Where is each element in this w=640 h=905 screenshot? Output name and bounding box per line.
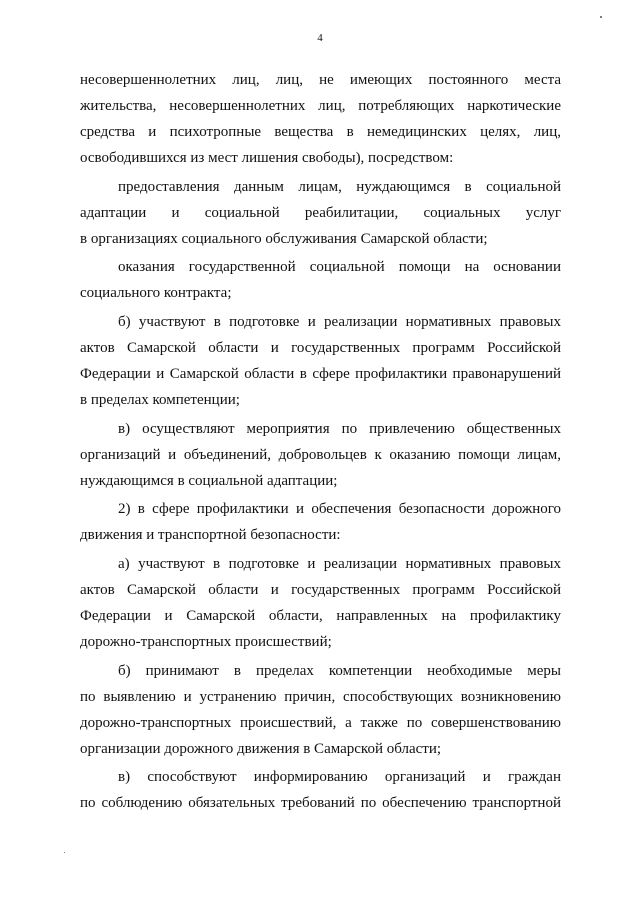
text-line: движения и транспортной безопасности: [80, 527, 341, 543]
text-line: в) способствуют информированию организаций и граждан [118, 769, 561, 785]
scan-speck [64, 852, 65, 853]
text-line: а) участвуют в подготовке и реализации нормативных правовых [118, 556, 561, 572]
text-line: актов Самарской области и государственных программ Российской [80, 340, 561, 356]
text-line: актов Самарской области и государственных программ Российской [80, 582, 561, 598]
text-line: освободившихся из мест лишения свободы), посредством: [80, 150, 454, 166]
text-line: средства и психотропные вещества в немедицинских целях, лиц, [80, 124, 561, 140]
text-line: организации дорожного движения в Самарской области; [80, 741, 442, 757]
text-line: адаптации и социальной реабилитации, социальных услуг [80, 205, 561, 221]
text-line: 2) в сфере профилактики и обеспечения безопасности дорожного [118, 501, 561, 517]
text-line: социального контракта; [80, 285, 232, 301]
text-line: нуждающимся в социальной адаптации; [80, 473, 338, 489]
text-line: дорожно-транспортных происшествий; [80, 634, 332, 650]
text-line: Федерации и Самарской области в сфере профилактики правонарушений [80, 366, 561, 382]
text-line: Федерации и Самарской области, направленных на профилактику [80, 608, 561, 624]
text-line: несовершеннолетних лиц, лиц, не имеющих постоянного места [80, 72, 561, 88]
text-line: б) принимают в пределах компетенции необходимые меры [118, 663, 561, 679]
page-number: 4 [317, 32, 323, 44]
text-line: в организациях социального обслуживания Самарской области; [80, 231, 488, 247]
text-line: жительства, несовершеннолетних лиц, потребляющих наркотические [80, 98, 561, 114]
text-line: предоставления данным лицам, нуждающимся в социальной [118, 179, 561, 195]
scan-speck [600, 16, 602, 18]
text-line: дорожно-транспортных происшествий, а также по совершенствованию [80, 715, 561, 731]
text-line: оказания государственной социальной помощи на основании [118, 259, 561, 275]
text-line: по выявлению и устранению причин, способствующих возникновению [80, 689, 561, 705]
text-line: по соблюдению обязательных требований по обеспечению транспортной [80, 795, 561, 811]
text-line: б) участвуют в подготовке и реализации нормативных правовых [118, 314, 561, 330]
text-line: в пределах компетенции; [80, 392, 240, 408]
text-line: в) осуществляют мероприятия по привлечению общественных [118, 421, 561, 437]
text-line: организаций и объединений, добровольцев к оказанию помощи лицам, [80, 447, 561, 463]
